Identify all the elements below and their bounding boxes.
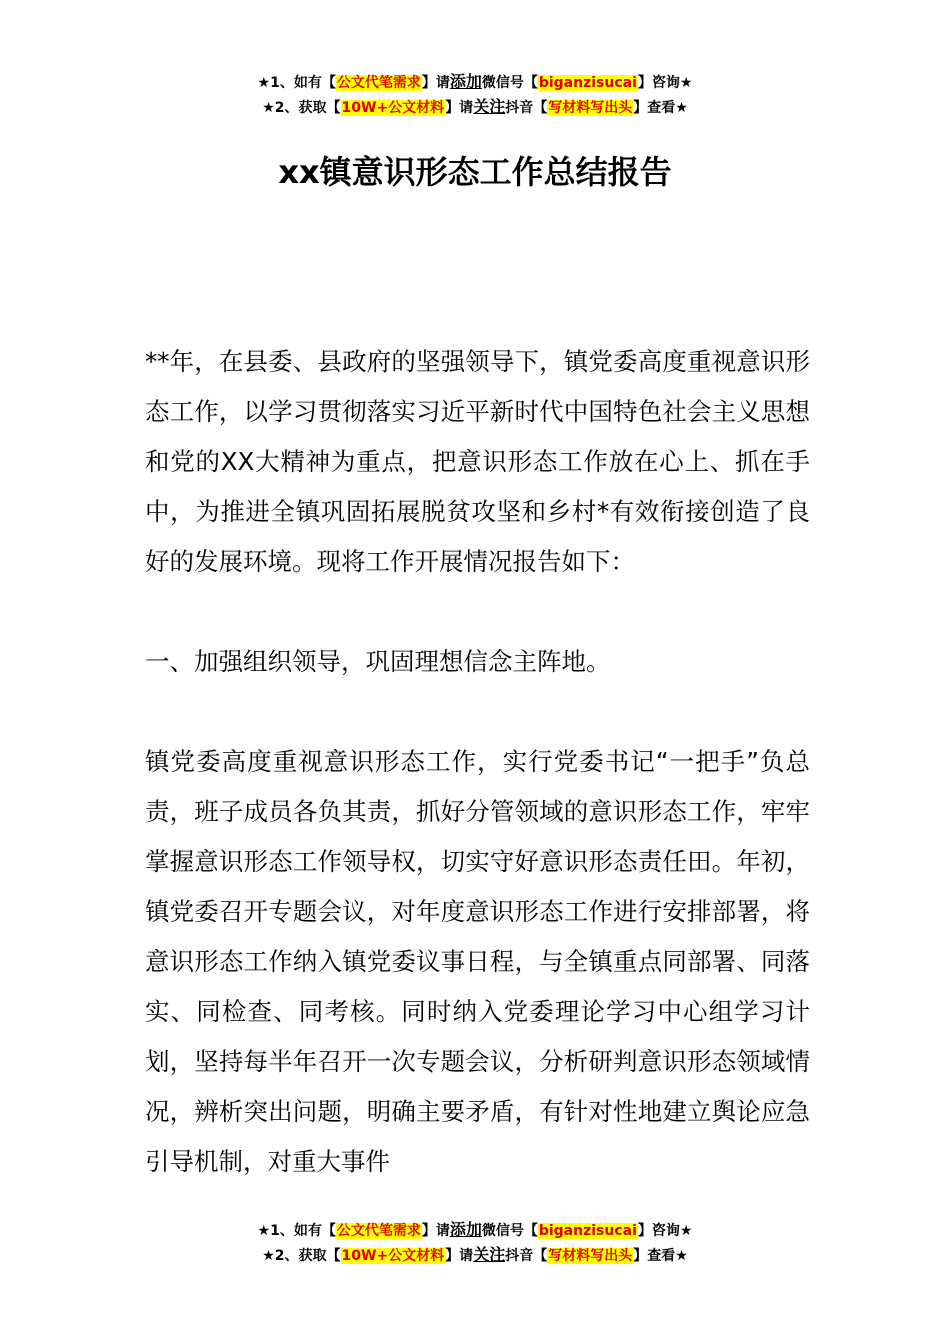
banner-line-1: [0, 1218, 950, 1243]
banner-text: 微信号【: [481, 1223, 538, 1239]
bottom-banner: [0, 1218, 950, 1268]
banner-highlight: 10W+公文材料: [341, 1248, 445, 1264]
banner-text: ★2、获取【: [262, 1248, 341, 1264]
document-title: xx镇意识形态工作总结报告: [278, 153, 672, 191]
banner-line-2: [0, 1243, 950, 1268]
paragraph-section-1: 镇党委高度重视意识形态工作，实行党委书记“一把手”负总责，班子成员各负其责，抓好分管领域的意识形态工作，牢牢掌握意识形态工作领导权，切实守好意识形态责任田。年初，镇党委召开专题会议，对年度意识形态工作进行安排部署，将意识形态工作纳入镇党委议事日程，与全镇重点同部署、同落实、同检查、同考核。同时纳入党委理论学习中心组学习计划，坚持每半年召开一次专题会议，分析研判意识形态领域情况，辨析突出问题，明确主要矛盾，有针对性地建立舆论应急引导机制，对重大事件: [145, 747, 810, 1176]
banner-line-1: [0, 70, 950, 95]
banner-text: 】请: [421, 75, 450, 91]
top-banner: [0, 70, 950, 120]
banner-text: 】请: [445, 100, 474, 116]
banner-underline: 添加: [449, 72, 482, 91]
banner-highlight: biganzisucai: [538, 75, 637, 91]
banner-text: 】咨询★: [637, 1223, 693, 1239]
banner-text: 抖音【: [505, 100, 548, 116]
banner-highlight: 写材料写出头: [548, 1248, 633, 1264]
paragraph-intro: **年，在县委、县政府的坚强领导下，镇党委高度重视意识形态工作，以学习贯彻落实习近平新时代中国特色社会主义思想和党的XX大精神为重点，把意识形态工作放在心上、抓在手中，为推进全镇巩固拓展脱贫攻坚和乡村*有效衔接创造了良好的发展环境。现将工作开展情况报告如下：: [145, 347, 810, 576]
banner-text: 抖音【: [505, 1248, 548, 1264]
banner-highlight: biganzisucai: [538, 1223, 637, 1239]
banner-text: 】查看★: [633, 1248, 688, 1264]
banner-text: ★1、如有【: [257, 75, 336, 91]
banner-text: ★2、获取【: [262, 100, 341, 116]
banner-line-2: [0, 95, 950, 120]
banner-underline: 关注: [473, 1245, 506, 1264]
banner-underline: 关注: [473, 97, 506, 116]
banner-highlight: 10W+公文材料: [341, 100, 445, 116]
banner-text: 】请: [445, 1248, 474, 1264]
banner-text: 】请: [421, 1223, 450, 1239]
banner-highlight: 公文代笔需求: [336, 75, 421, 91]
section-heading-1: 一、加强组织领导，巩固理想信念主阵地。: [145, 647, 611, 676]
banner-underline: 添加: [449, 1220, 482, 1239]
banner-text: ★1、如有【: [257, 1223, 336, 1239]
banner-text: 】咨询★: [637, 75, 693, 91]
banner-highlight: 写材料写出头: [548, 100, 633, 116]
banner-text: 】查看★: [633, 100, 688, 116]
banner-text: 微信号【: [481, 75, 538, 91]
banner-highlight: 公文代笔需求: [336, 1223, 421, 1239]
